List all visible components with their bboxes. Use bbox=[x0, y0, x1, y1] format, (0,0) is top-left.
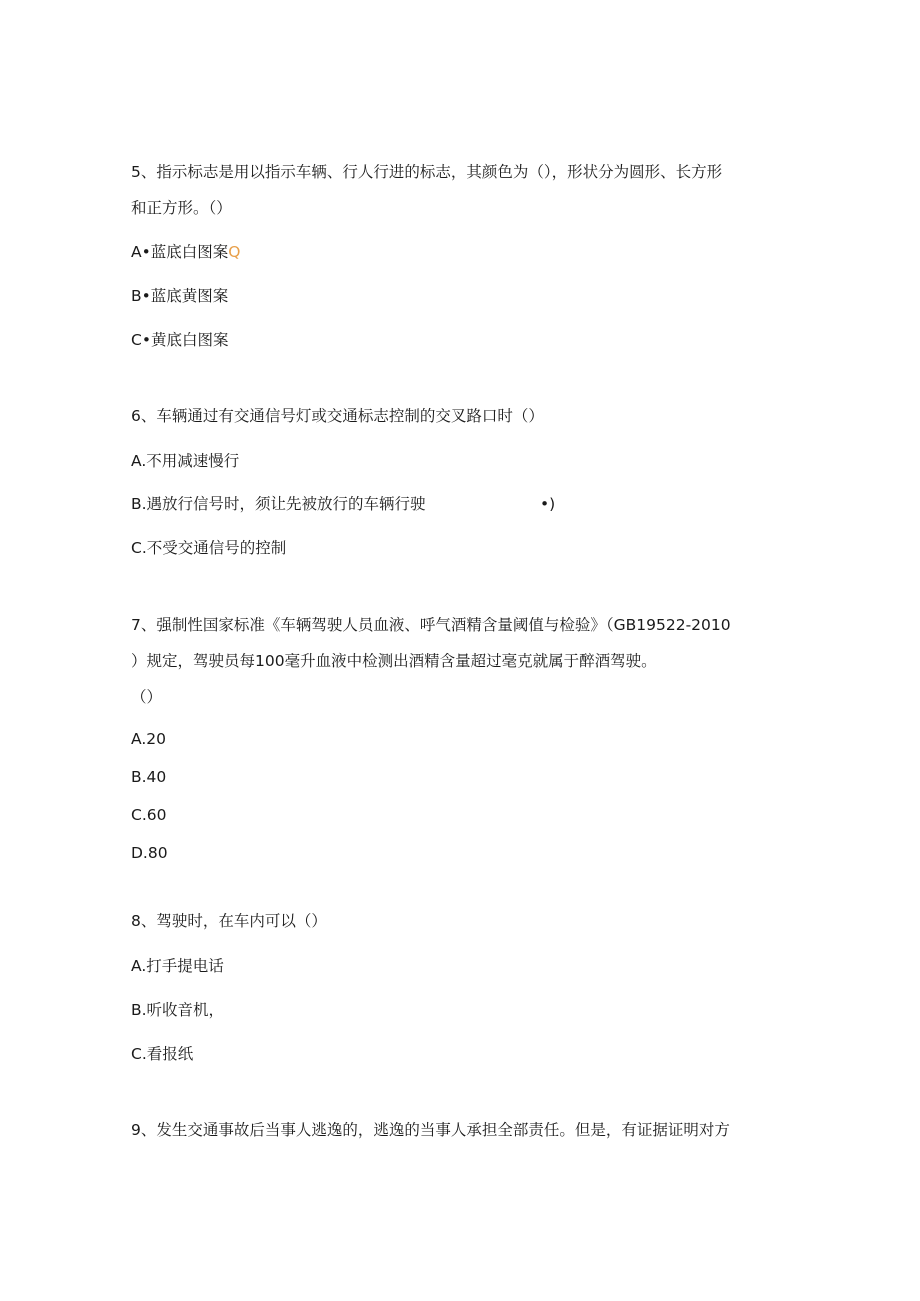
question-6-trailing-mark: •) bbox=[540, 495, 556, 513]
question-7-line-1: 7、强制性国家标准《车辆驾驶人员血液、呼气酒精含量阈值与检验》（GB19522-2010 bbox=[131, 616, 731, 634]
question-6-option-a: A.不用减速慢行 bbox=[131, 452, 240, 470]
question-7-option-c: C.60 bbox=[131, 806, 167, 824]
question-5-option-a bbox=[131, 242, 240, 262]
question-6-option-b: B.遇放行信号时，须让先被放行的车辆行驶 bbox=[131, 495, 426, 513]
question-8-option-a: A.打手提电话 bbox=[131, 957, 224, 975]
question-5-option-b: B•蓝底黄图案 bbox=[131, 287, 229, 305]
question-9-line-1: 9、发生交通事故后当事人逃逸的，逃逸的当事人承担全部责任。但是，有证据证明对方 bbox=[131, 1121, 730, 1139]
question-6-line-1: 6、车辆通过有交通信号灯或交通标志控制的交叉路口时（） bbox=[131, 407, 544, 425]
question-8-line-1: 8、驾驶时，在车内可以（） bbox=[131, 912, 327, 930]
question-7-option-b: B.40 bbox=[131, 768, 167, 786]
question-7-line-3: （） bbox=[131, 688, 163, 706]
question-7-option-d: D.80 bbox=[131, 844, 168, 862]
question-8-option-c: C.看报纸 bbox=[131, 1045, 194, 1063]
question-7-option-a: A.20 bbox=[131, 730, 166, 748]
question-6-option-c: C.不受交通信号的控制 bbox=[131, 539, 287, 557]
option-text: A•蓝底白图案 bbox=[131, 243, 229, 261]
question-5-line-1: 5、指示标志是用以指示车辆、行人行进的标志，其颜色为（），形状分为圆形、长方形 bbox=[131, 163, 723, 181]
question-8-option-b: B.听收音机， bbox=[131, 1001, 225, 1019]
question-5-option-c: C•黄底白图案 bbox=[131, 331, 229, 349]
question-5-line-2: 和正方形。（） bbox=[131, 199, 232, 217]
search-mark-icon: Q bbox=[228, 243, 241, 261]
question-7-line-2: ）规定，驾驶员每100毫升血液中检测出酒精含量超过毫克就属于醉酒驾驶。 bbox=[131, 652, 657, 670]
